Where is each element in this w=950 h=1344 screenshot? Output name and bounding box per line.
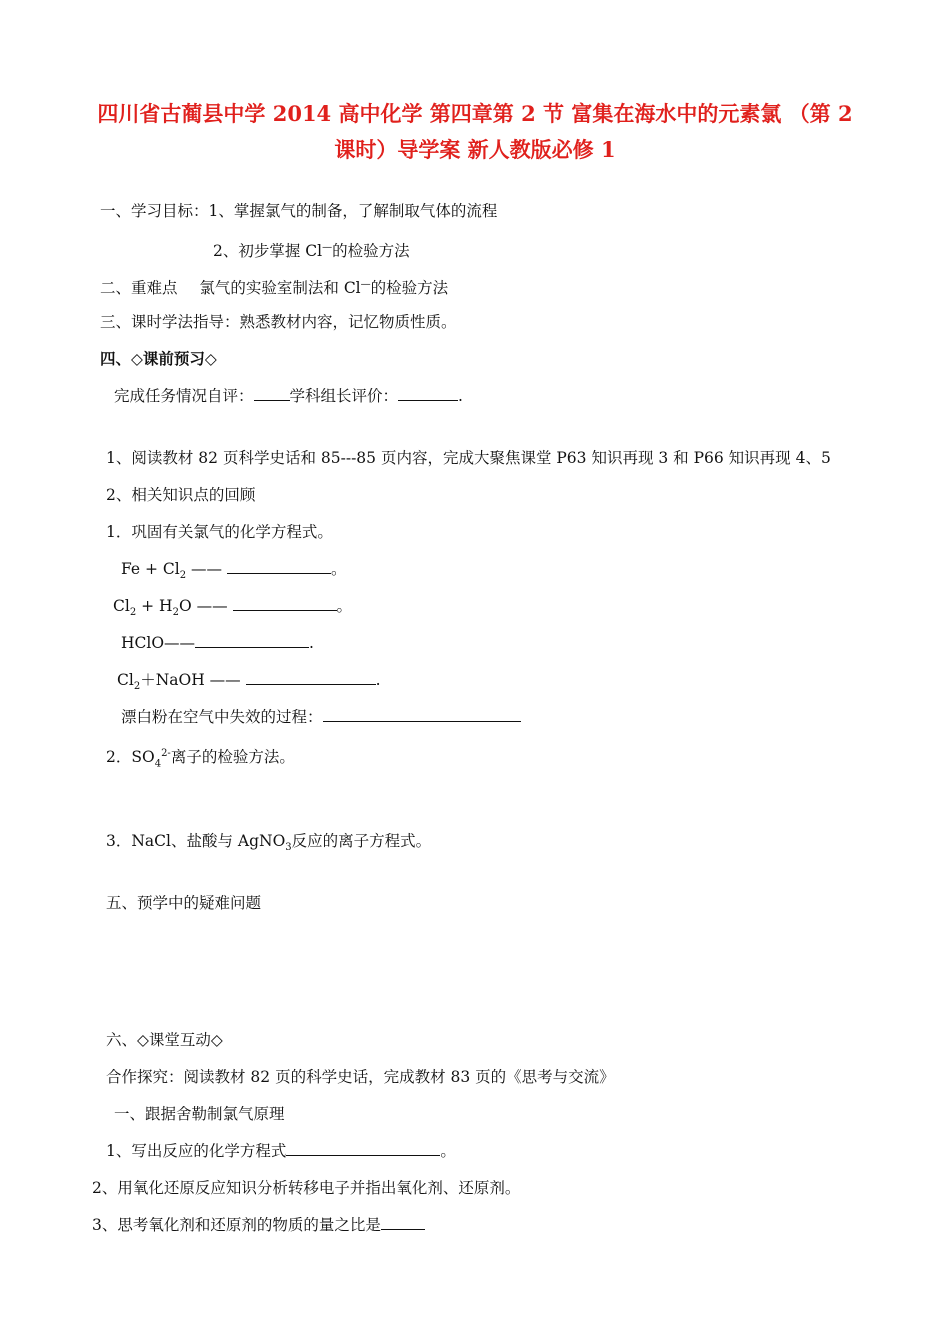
section-2-label: 二、重难点 bbox=[100, 279, 178, 298]
bleach-text: 漂白粉在空气中失效的过程： bbox=[121, 708, 323, 726]
eq1-a: Fe + Cl bbox=[121, 560, 180, 578]
equation-hclo bbox=[121, 632, 314, 654]
question-1: 1．巩固有关氯气的化学方程式。 bbox=[106, 523, 333, 541]
cooperative-inquiry: 合作探究：阅读教材 82 页的科学史话，完成教材 83 页的《思考与交流》 bbox=[106, 1068, 615, 1086]
eq4-a: Cl bbox=[117, 671, 134, 689]
q3-sub: 3 bbox=[285, 842, 292, 854]
question-3 bbox=[106, 830, 431, 859]
key-points-prefix: 氯气的实验室制法和 Cl bbox=[199, 279, 361, 298]
question-2 bbox=[106, 743, 295, 775]
bleach-question bbox=[121, 706, 521, 728]
eq2-blank[interactable] bbox=[233, 595, 337, 611]
q3-b: 反应的离子方程式。 bbox=[291, 832, 432, 850]
q2-b: 离子的检验方法。 bbox=[170, 748, 295, 767]
title-line-2: 课时）导学案 新人教版必修 1 bbox=[334, 137, 616, 162]
goal-2-sup: — bbox=[322, 242, 333, 253]
leader-eval-label: 学科组长评价： bbox=[289, 387, 399, 405]
eq1-sub: 2 bbox=[179, 570, 187, 582]
section-1-label: 一、学习目标： bbox=[100, 202, 209, 220]
eq2-a: Cl bbox=[113, 597, 130, 615]
q2-a: 2．SO bbox=[106, 748, 155, 767]
eq3-end: . bbox=[309, 634, 314, 652]
item-3-blank[interactable] bbox=[381, 1214, 425, 1230]
q3-a: 3．NaCl、盐酸与 AgNO bbox=[106, 832, 286, 850]
eq2-sub1: 2 bbox=[129, 607, 137, 619]
self-eval-label: 完成任务情况自评： bbox=[114, 387, 254, 405]
item-2: 2、用氧化还原反应知识分析转移电子并指出氧化剂、还原剂。 bbox=[92, 1179, 521, 1197]
equation-fe-cl2 bbox=[121, 558, 347, 587]
eq2-sub2: 2 bbox=[172, 607, 179, 619]
review-heading: 2、相关知识点的回顾 bbox=[106, 486, 256, 504]
item-3-text: 3、思考氧化剂和还原剂的物质的量之比是 bbox=[92, 1216, 381, 1234]
eq3-a: HClO—— bbox=[121, 634, 196, 652]
eq1-blank[interactable] bbox=[227, 558, 331, 574]
key-points-suffix: 的检验方法 bbox=[370, 279, 449, 298]
eq4-sub: 2 bbox=[133, 681, 141, 693]
goal-1-text: 1、掌握氯气的制备，了解制取气体的流程 bbox=[208, 202, 498, 220]
title-line-1: 四川省古蔺县中学 2014 高中化学 第四章第 2 节 富集在海水中的元素氯 （第 2 bbox=[97, 101, 853, 126]
item-1-text: 1、写出反应的化学方程式 bbox=[106, 1142, 287, 1160]
document-title bbox=[90, 96, 860, 168]
leader-eval-blank[interactable] bbox=[398, 385, 458, 401]
difficult-questions: 五、预学中的疑难问题 bbox=[106, 894, 262, 912]
equation-cl2-h2o bbox=[113, 595, 352, 624]
self-eval-blank[interactable] bbox=[254, 385, 290, 401]
learning-goal-2 bbox=[213, 237, 410, 262]
eq2-c: O —— bbox=[178, 597, 233, 615]
equation-cl2-naoh bbox=[117, 669, 381, 698]
eq3-blank[interactable] bbox=[195, 632, 309, 648]
eq4-blank[interactable] bbox=[246, 669, 376, 685]
eval-end: . bbox=[458, 387, 463, 405]
eq4-end: . bbox=[375, 671, 381, 689]
preview-heading: 四、◇课前预习◇ bbox=[100, 349, 217, 368]
eq1-end: 。 bbox=[330, 560, 347, 578]
item-1 bbox=[106, 1140, 456, 1162]
q2-sub: 4 bbox=[154, 758, 162, 770]
item-1-end: 。 bbox=[440, 1142, 456, 1160]
eq1-b: —— bbox=[186, 560, 227, 578]
item-3 bbox=[92, 1214, 425, 1236]
eq2-b: + H bbox=[136, 597, 173, 615]
bleach-blank[interactable] bbox=[323, 706, 521, 722]
item-1-blank[interactable] bbox=[286, 1140, 440, 1156]
eq2-end: 。 bbox=[336, 597, 353, 615]
key-points-sup: — bbox=[360, 279, 371, 290]
self-evaluation bbox=[114, 385, 463, 407]
reading-task: 1、阅读教材 82 页科学史话和 85---85 页内容，完成大聚焦课堂 P63 知识再现 3 和 P66 知识再现 4、5 bbox=[106, 449, 831, 467]
learning-goal-1 bbox=[100, 200, 497, 222]
eq4-b: ＋NaOH —— bbox=[140, 671, 246, 689]
key-points bbox=[100, 274, 448, 299]
class-interaction-heading: 六、◇课堂互动◇ bbox=[106, 1031, 223, 1049]
study-guide: 三、课时学法指导：熟悉教材内容，记忆物质性质。 bbox=[100, 313, 457, 331]
scheele-principle: 一、跟据舍勒制氯气原理 bbox=[114, 1105, 285, 1123]
q2-sup: 2- bbox=[161, 748, 171, 759]
goal-2-suffix: 的检验方法 bbox=[332, 242, 410, 261]
goal-2-prefix: 2、初步掌握 Cl bbox=[213, 242, 323, 261]
